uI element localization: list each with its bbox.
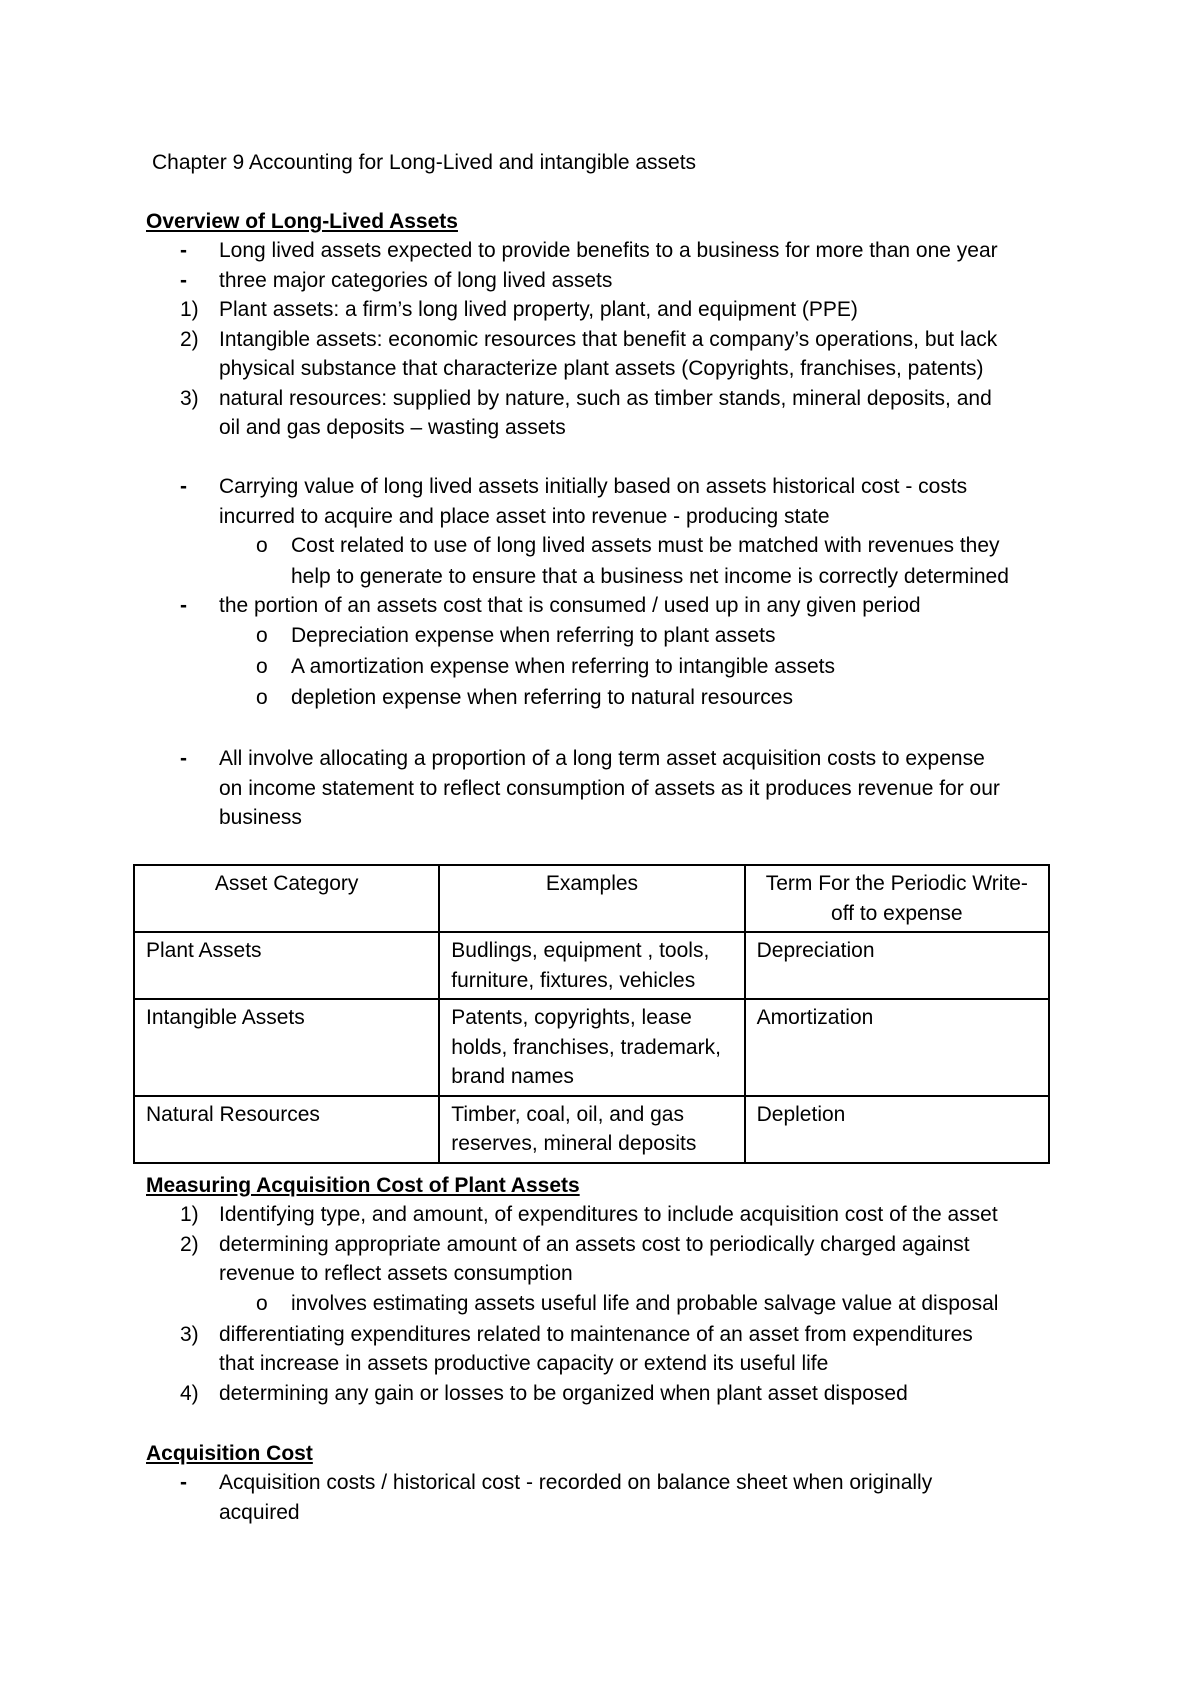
table-header-row bbox=[134, 865, 1049, 932]
list-item-text: Cost related to use of long lived assets must be matched with revenues they bbox=[291, 534, 1000, 557]
table-cell: Timber, coal, oil, and gas reserves, mineral deposits bbox=[439, 1096, 744, 1163]
list-item-text: differentiating expenditures related to maintenance of an asset from expenditures bbox=[219, 1323, 973, 1346]
table-cell: Depletion bbox=[745, 1096, 1049, 1163]
dash-bullet: - bbox=[180, 269, 187, 292]
list-item-text: oil and gas deposits – wasting assets bbox=[219, 416, 566, 439]
list-item-text: determining any gain or losses to be organized when plant asset disposed bbox=[219, 1382, 908, 1405]
list-item-text: natural resources: supplied by nature, such as timber stands, mineral deposits, and bbox=[219, 387, 992, 410]
table-cell: Patents, copyrights, lease holds, franchises, trademark, brand names bbox=[439, 999, 744, 1096]
section-heading-measuring: Measuring Acquisition Cost of Plant Assets bbox=[146, 1174, 580, 1197]
dash-bullet: - bbox=[180, 747, 187, 770]
number-marker: 2) bbox=[180, 1233, 199, 1256]
list-item-text: business bbox=[219, 806, 302, 829]
number-marker: 2) bbox=[180, 328, 199, 351]
dash-bullet: - bbox=[180, 594, 187, 617]
circle-bullet: o bbox=[256, 686, 268, 709]
section-heading-overview: Overview of Long-Lived Assets bbox=[146, 210, 458, 233]
number-marker: 1) bbox=[180, 1203, 199, 1226]
circle-bullet: o bbox=[256, 655, 268, 678]
circle-bullet: o bbox=[256, 1292, 268, 1315]
table-cell: Intangible Assets bbox=[134, 999, 439, 1096]
list-item-text: help to generate to ensure that a business net income is correctly determined bbox=[291, 565, 1009, 588]
table-header-cell: Term For the Periodic Write-off to expense bbox=[745, 865, 1049, 932]
list-item-text: acquired bbox=[219, 1501, 300, 1524]
dash-bullet: - bbox=[180, 1471, 187, 1494]
table-cell: Budlings, equipment , tools, furniture, fixtures, vehicles bbox=[439, 932, 744, 999]
list-item-text: Intangible assets: economic resources that benefit a company’s operations, but lack bbox=[219, 328, 998, 351]
table-row bbox=[134, 932, 1049, 999]
list-item-text: Depreciation expense when referring to plant assets bbox=[291, 624, 776, 647]
number-marker: 3) bbox=[180, 387, 199, 410]
section-heading-acquisition: Acquisition Cost bbox=[146, 1442, 313, 1465]
list-item-text: determining appropriate amount of an assets cost to periodically charged against bbox=[219, 1233, 970, 1256]
list-item-text: revenue to reflect assets consumption bbox=[219, 1262, 573, 1285]
asset-category-table bbox=[133, 864, 1050, 1164]
list-item-text: Long lived assets expected to provide benefits to a business for more than one year bbox=[219, 239, 998, 262]
list-item-text: A amortization expense when referring to intangible assets bbox=[291, 655, 835, 678]
list-item-text: the portion of an assets cost that is consumed / used up in any given period bbox=[219, 594, 921, 617]
list-item-text: that increase in assets productive capacity or extend its useful life bbox=[219, 1352, 829, 1375]
list-item-text: Acquisition costs / historical cost - recorded on balance sheet when originally bbox=[219, 1471, 933, 1494]
dash-bullet: - bbox=[180, 475, 187, 498]
list-item-text: Carrying value of long lived assets initially based on assets historical cost - costs bbox=[219, 475, 968, 498]
list-item-text: All involve allocating a proportion of a long term asset acquisition costs to expense bbox=[219, 747, 985, 770]
dash-bullet: - bbox=[180, 239, 187, 262]
table-row bbox=[134, 999, 1049, 1096]
table-header-cell: Examples bbox=[439, 865, 744, 932]
table-header-cell: Asset Category bbox=[134, 865, 439, 932]
list-item-text: on income statement to reflect consumption of assets as it produces revenue for our bbox=[219, 777, 1000, 800]
table-cell: Natural Resources bbox=[134, 1096, 439, 1163]
circle-bullet: o bbox=[256, 534, 268, 557]
list-item-text: Identifying type, and amount, of expenditures to include acquisition cost of the asset bbox=[219, 1203, 998, 1226]
table-cell: Depreciation bbox=[745, 932, 1049, 999]
number-marker: 4) bbox=[180, 1382, 199, 1405]
number-marker: 1) bbox=[180, 298, 199, 321]
circle-bullet: o bbox=[256, 624, 268, 647]
list-item-text: three major categories of long lived assets bbox=[219, 269, 613, 292]
list-item-text: Plant assets: a firm’s long lived property, plant, and equipment (PPE) bbox=[219, 298, 858, 321]
list-item-text: depletion expense when referring to natural resources bbox=[291, 686, 793, 709]
list-item-text: incurred to acquire and place asset into revenue - producing state bbox=[219, 505, 830, 528]
table-cell: Amortization bbox=[745, 999, 1049, 1096]
table-row bbox=[134, 1096, 1049, 1163]
number-marker: 3) bbox=[180, 1323, 199, 1346]
list-item-text: involves estimating assets useful life and probable salvage value at disposal bbox=[291, 1292, 999, 1315]
table-cell: Plant Assets bbox=[134, 932, 439, 999]
list-item-text: physical substance that characterize plant assets (Copyrights, franchises, patents) bbox=[219, 357, 984, 380]
page-title: Chapter 9 Accounting for Long-Lived and intangible assets bbox=[152, 151, 697, 174]
